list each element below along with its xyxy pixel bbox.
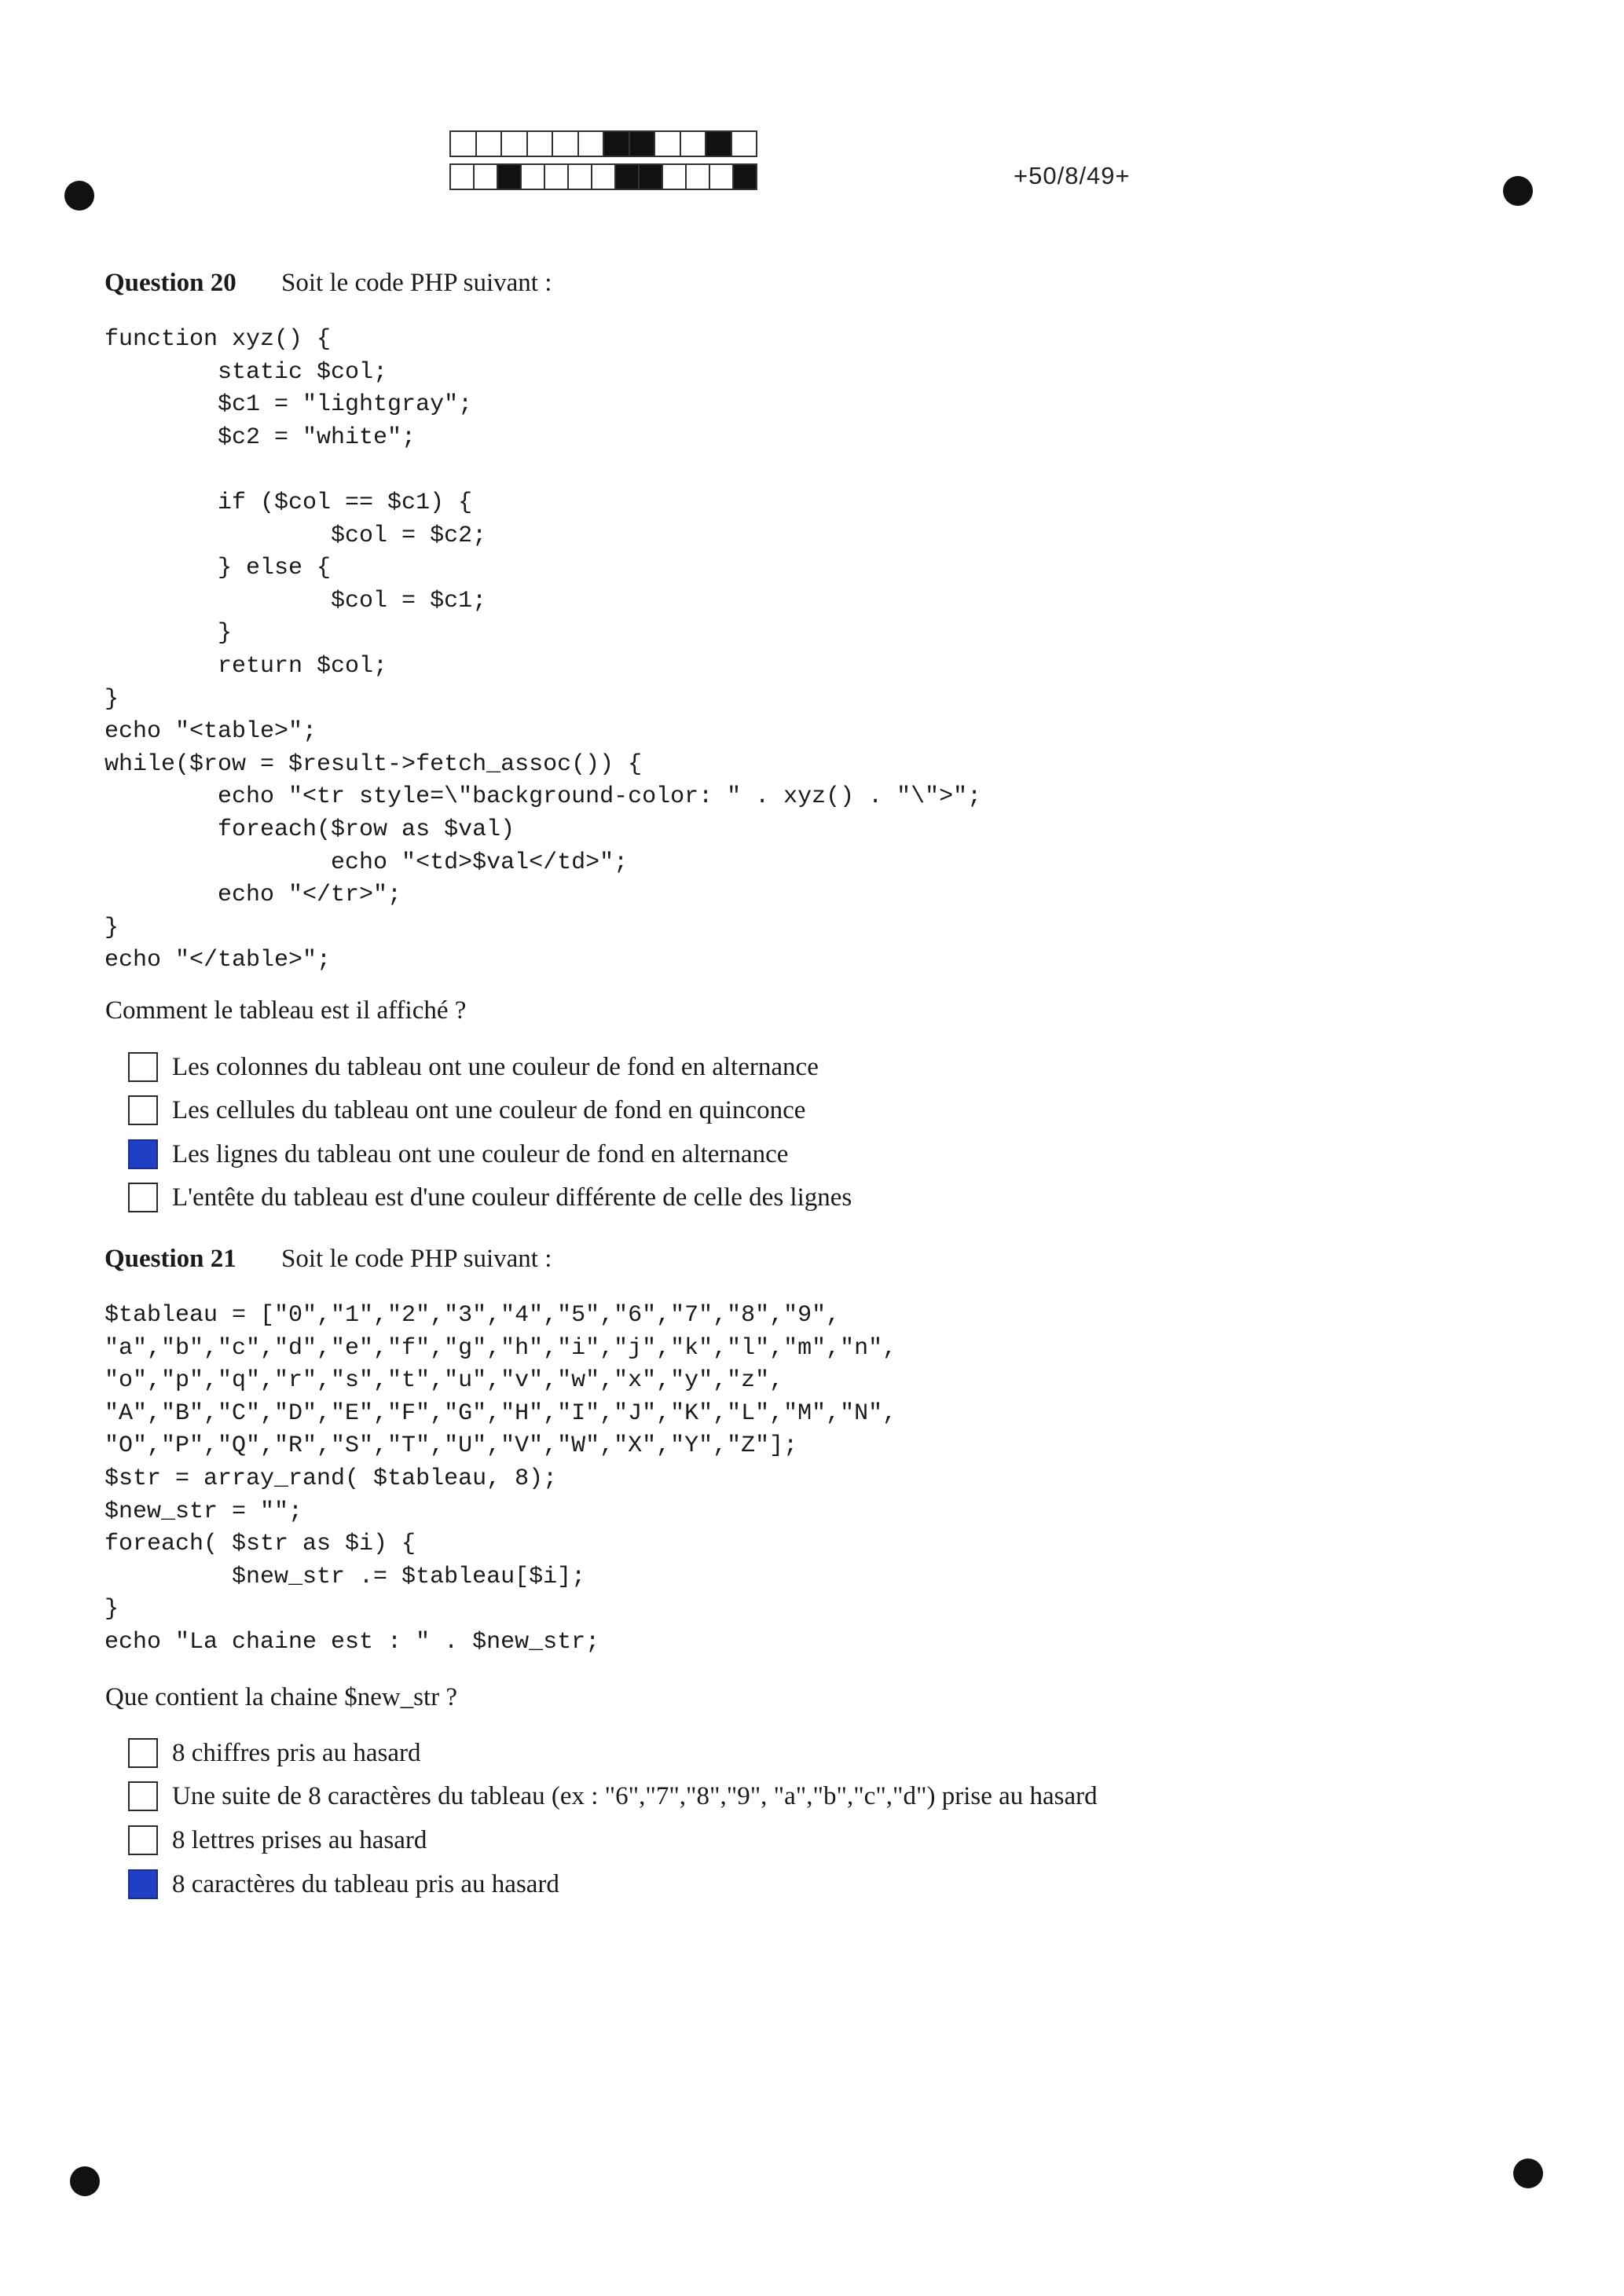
answer-option[interactable] [128,1736,420,1770]
barcode-cell [522,165,545,189]
question-20-code: function xyz() { static $col; $c1 = "lightgray"; $c2 = "white"; if ($col == $c1) { $col = $c2; } else { $col = $c1; } return $col; } echo "<table>"; while($row = $result->fetch_assoc()) { echo "<tr style=\"background-color: " . xyz() . "\">"; foreach($row as $val) echo "<td>$val</td>"; echo "</tr>"; } echo "</table>"; [104,326,982,974]
barcode-cell [630,132,656,156]
checkbox[interactable] [128,1183,158,1212]
checkbox[interactable] [128,1781,158,1811]
question-20-prompt: Comment le tableau est il affiché ? [105,996,467,1025]
answer-text: Les lignes du tableau ont une couleur de fond en alternance [172,1139,789,1168]
question-label: Question 21 [104,1245,236,1273]
answer-option[interactable] [128,1779,1098,1814]
barcode-cell [569,165,592,189]
barcode-cell [451,165,475,189]
checkbox[interactable] [128,1738,158,1768]
barcode-cell [592,165,616,189]
question-21-code: $tableau = ["0","1","2","3","4","5","6","7","8","9", "a","b","c","d","e","f","g","h","i","j","k","l","m","n", "o","p","q","r","s","t","u","v","w","x","y","z", "A","B","C","D","E","F","G","H","I","J","K","L","M","N", "O","P","Q","R","S","T","U","V","W","X","Y","Z"]; $str = array_rand( $tableau, 8); $new_str = ""; foreach( $str as $i) { $new_str .= $tableau[$i]; } echo "La chaine est : " . $new_str; [104,1302,897,1656]
answer-text: 8 chiffres pris au hasard [172,1738,421,1767]
answer-option[interactable] [128,1823,427,1858]
checkbox[interactable] [128,1052,158,1082]
question-label: Question 20 [104,269,236,297]
checkbox[interactable] [128,1825,158,1855]
answer-option[interactable] [128,1093,805,1128]
barcode-cell [451,132,477,156]
answer-option[interactable] [128,1867,559,1902]
barcode-cell [616,165,640,189]
barcode-cell [528,132,554,156]
answer-option[interactable] [128,1180,852,1215]
barcode-cell [502,132,528,156]
barcode-cell [734,165,756,189]
barcode-cell [663,165,687,189]
barcode-cell [732,132,757,156]
answer-text: Une suite de 8 caractères du tableau (ex : "6","7","8","9", "a","b","c","d") prise au hasard [172,1781,1098,1810]
barcode-cell [498,165,522,189]
answer-option[interactable] [128,1050,819,1084]
barcode-cell [475,165,498,189]
answer-text: Les colonnes du tableau ont une couleur de fond en alternance [172,1052,819,1081]
answer-text: L'entête du tableau est d'une couleur différente de celle des lignes [172,1183,852,1212]
checkbox-checked[interactable] [128,1139,158,1169]
registration-mark-top-right [1503,176,1533,206]
registration-mark-bottom-left [70,2166,100,2196]
barcode-cell [579,132,605,156]
barcode-cell [681,132,707,156]
barcode-cell [655,132,681,156]
page-id: +50/8/49+ [1014,162,1131,189]
question-intro: Soit le code PHP suivant : [281,269,552,297]
barcode-cell [477,132,503,156]
barcode-cell [604,132,630,156]
barcode-bottom [449,163,757,190]
question-intro: Soit le code PHP suivant : [281,1245,552,1273]
checkbox[interactable] [128,1095,158,1125]
answer-text: 8 caractères du tableau pris au hasard [172,1869,559,1898]
question-21-heading [104,1245,552,1274]
registration-mark-top-left [64,181,94,211]
barcode-cell [687,165,710,189]
checkbox-checked[interactable] [128,1869,158,1899]
barcode-cell [553,132,579,156]
barcode-top [449,130,757,157]
question-20-heading [104,269,552,298]
registration-mark-bottom-right [1513,2158,1543,2188]
answer-text: 8 lettres prises au hasard [172,1825,427,1854]
barcode-cell [640,165,663,189]
question-21-prompt: Que contient la chaine $new_str ? [105,1683,458,1711]
barcode-cell [545,165,569,189]
barcode-cell [710,165,734,189]
barcode-cell [706,132,732,156]
answer-text: Les cellules du tableau ont une couleur de fond en quinconce [172,1095,806,1124]
answer-option[interactable] [128,1137,788,1172]
